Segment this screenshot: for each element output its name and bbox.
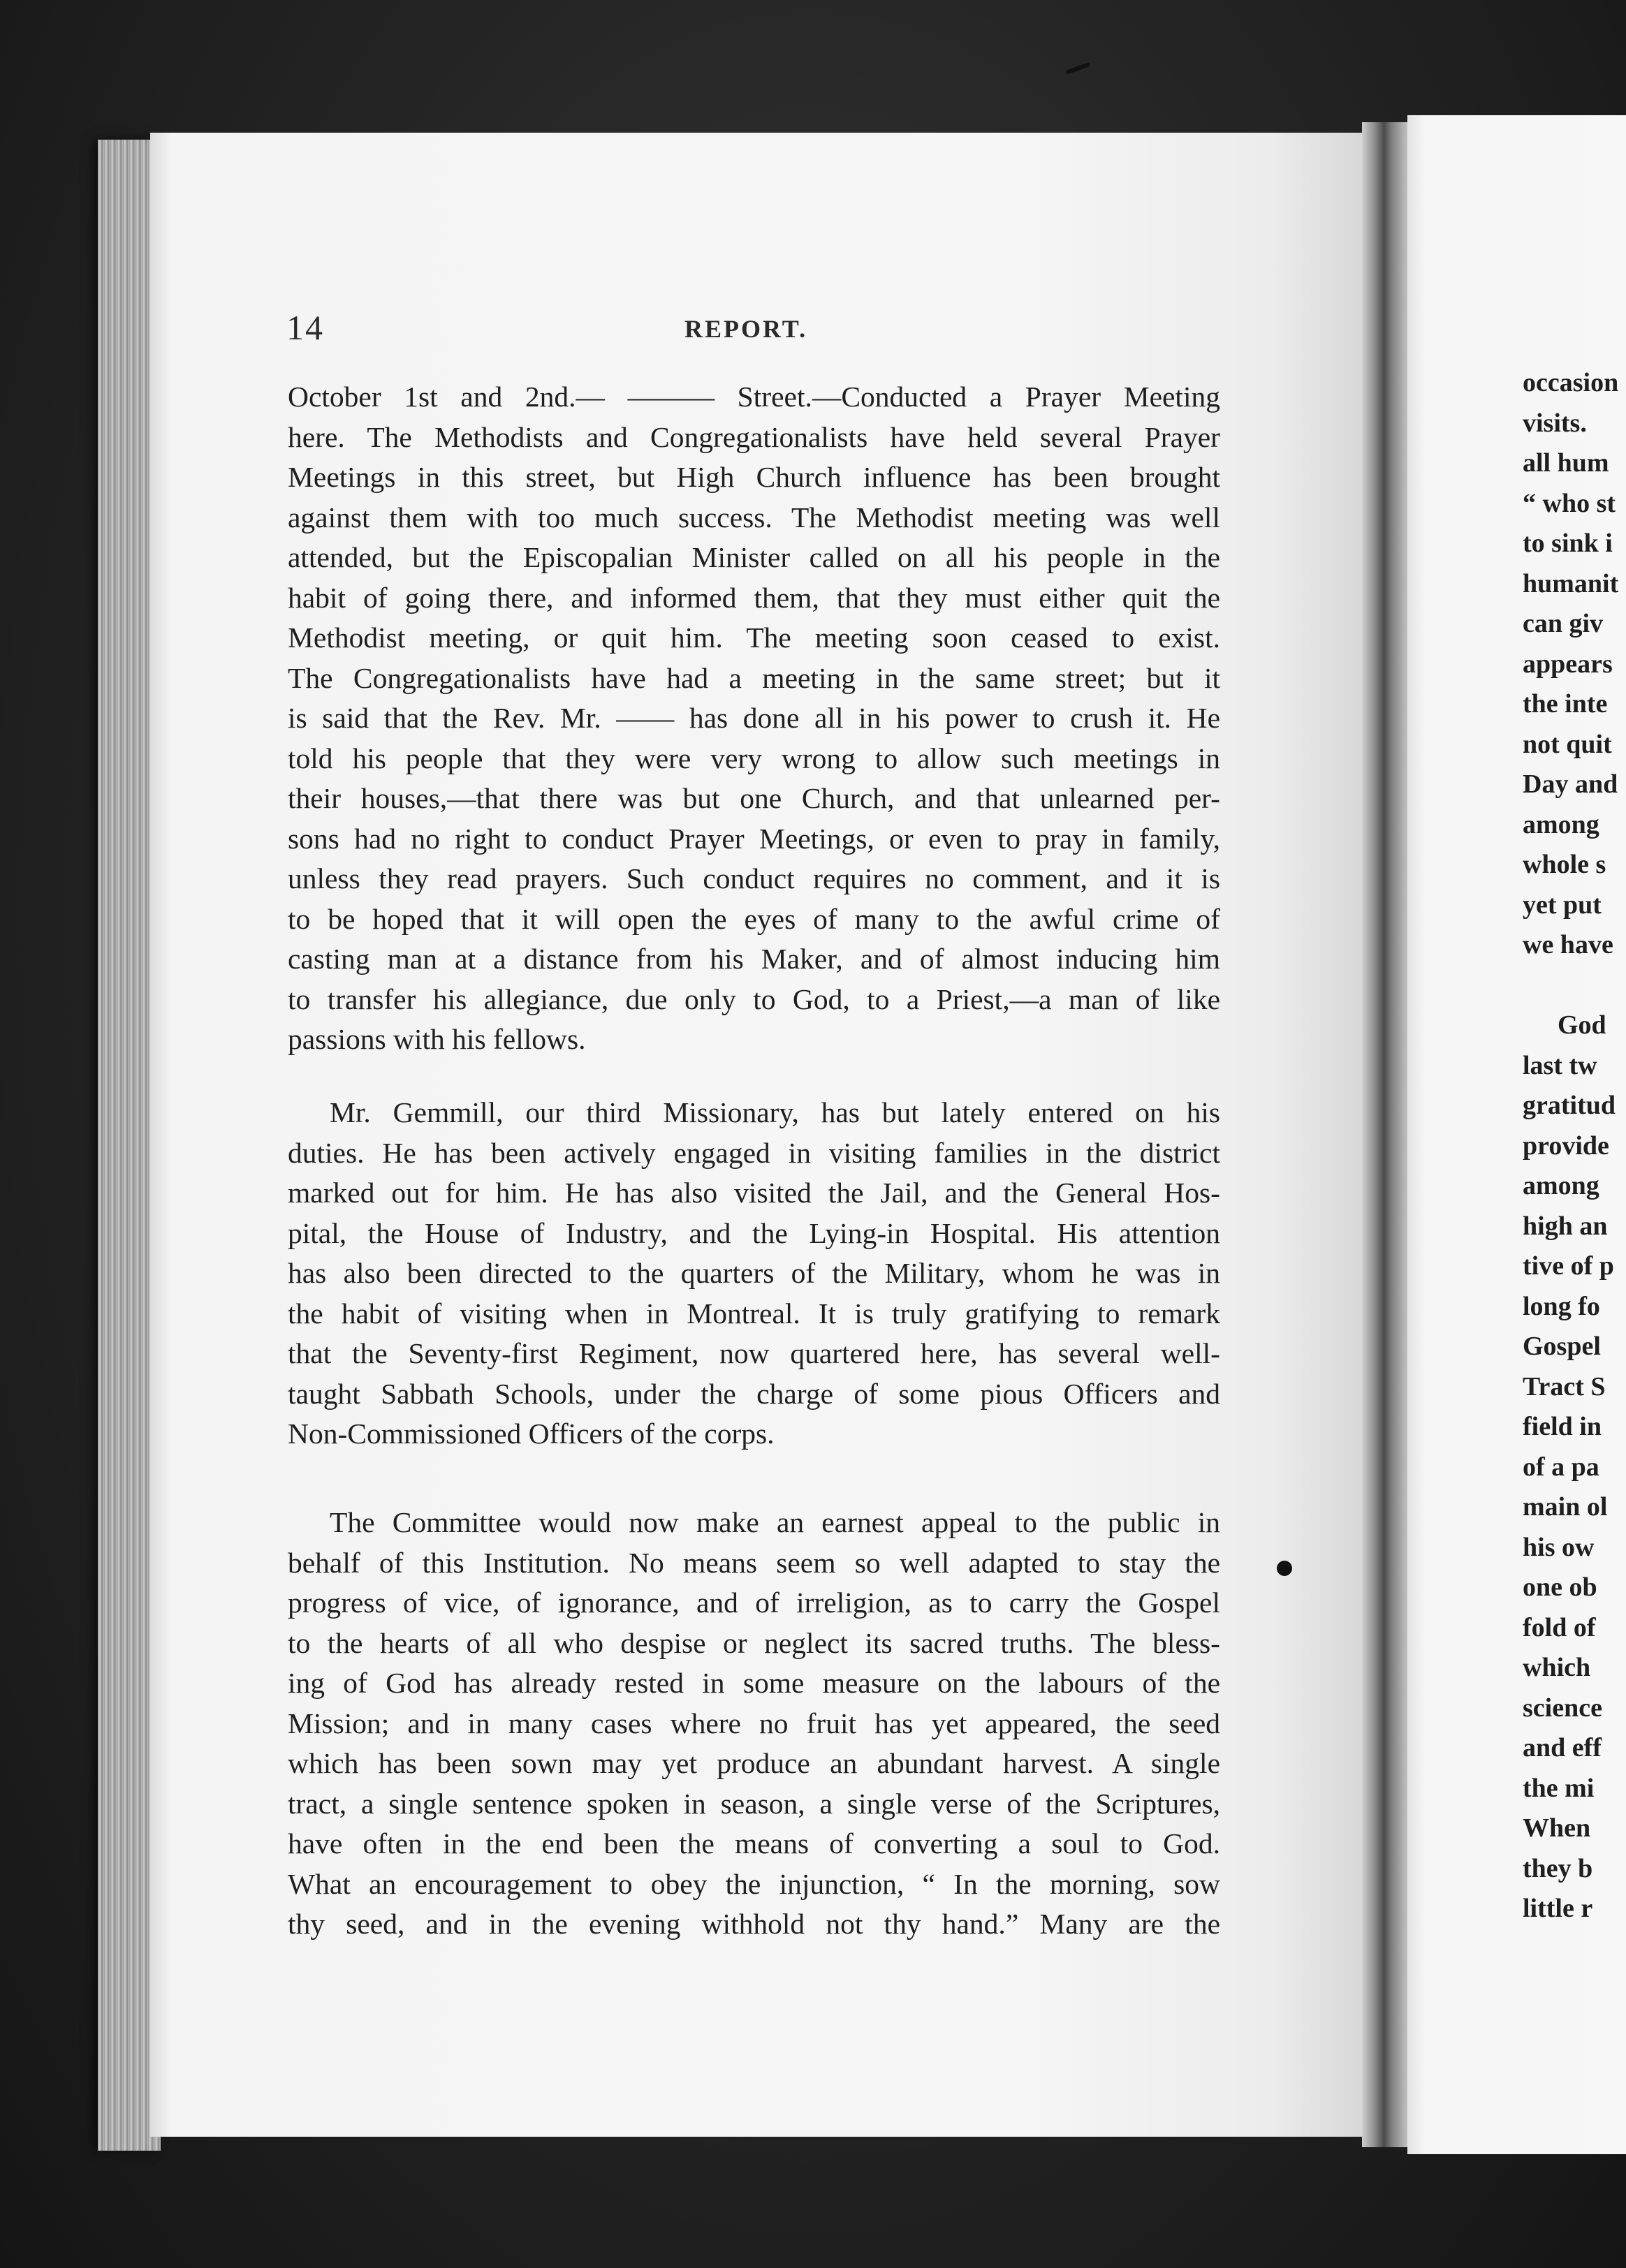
text-line: to the hearts of all who despise or neglect its sacred truths. The bless- (288, 1626, 1220, 1659)
text-line: is said that the Rev. Mr. —— has done all in his power to crush it. He (288, 702, 1220, 734)
right-page-line: and eff (1523, 1733, 1602, 1762)
right-page-line: little r (1523, 1894, 1593, 1923)
dust-speck (1277, 1561, 1292, 1576)
text-line: attended, but the Episcopalian Minister called on all his people in the (288, 541, 1220, 573)
right-page-line: gratitud (1523, 1091, 1616, 1120)
text-line: Mr. Gemmill, our third Missionary, has but lately entered on his (330, 1096, 1220, 1128)
paragraph-1 (288, 377, 1220, 1060)
text-line: tract, a single sentence spoken in season, a single verse of the Scriptures, (288, 1787, 1220, 1820)
right-page-line: among (1523, 809, 1599, 839)
right-page-line: his ow (1523, 1532, 1595, 1562)
right-page-line: all hum (1523, 448, 1609, 478)
text-line: pital, the House of Industry, and the Lying-in Hospital. His attention (288, 1216, 1220, 1249)
text-line: passions with his fellows. (288, 1023, 586, 1055)
text-line: taught Sabbath Schools, under the charge of some pious Officers and (288, 1377, 1220, 1410)
text-line: casting man at a distance from his Maker, and of almost inducing him (288, 943, 1220, 975)
right-page-line: fold of (1523, 1612, 1596, 1642)
text-line: against them with too much success. The Methodist meeting was well (288, 501, 1220, 533)
right-page-line: “ who st (1523, 488, 1616, 518)
text-line: October 1st and 2nd.— ——— Street.—Conducted a Prayer Meeting (288, 381, 1220, 413)
right-page-line: whole s (1523, 850, 1606, 879)
page-number: 14 (286, 308, 324, 347)
text-line: here. The Methodists and Congregationalists have held several Prayer (288, 420, 1220, 453)
text-line: The Committee would now make an earnest appeal to the public in (330, 1506, 1220, 1538)
text-line: the habit of visiting when in Montreal. It is truly gratifying to remark (288, 1297, 1220, 1330)
right-page-line: field in (1523, 1412, 1602, 1441)
text-line: to be hoped that it will open the eyes of many to the awful crime of (288, 902, 1220, 935)
right-page-line: Tract S (1523, 1371, 1606, 1401)
book-gutter (1362, 122, 1411, 2147)
text-line: behalf of this Institution. No means seem so well adapted to stay the (288, 1546, 1220, 1579)
paragraph-3 (288, 1503, 1220, 1945)
right-page-line: one ob (1523, 1573, 1597, 1602)
right-page-line: last tw (1523, 1050, 1597, 1080)
right-page-line: not quit (1523, 729, 1612, 759)
right-page-line: among (1523, 1171, 1599, 1200)
text-line: unless they read prayers. Such conduct requires no comment, and it is (288, 862, 1220, 894)
right-page-line: provide (1523, 1131, 1609, 1161)
right-page-line: humanit (1523, 568, 1619, 598)
text-line: habit of going there, and informed them, that they must either quit the (288, 581, 1220, 614)
right-page-line: science (1523, 1693, 1602, 1723)
right-page-line: long fo (1523, 1291, 1600, 1321)
text-line: The Congregationalists have had a meeting in the same street; but it (288, 661, 1220, 694)
text-line: has also been directed to the quarters of the Military, whom he was in (288, 1257, 1220, 1289)
text-line: told his people that they were very wrong to allow such meetings in (288, 742, 1220, 774)
right-page-line: the mi (1523, 1773, 1595, 1803)
text-line: Methodist meeting, or quit him. The meeting soon ceased to exist. (288, 621, 1220, 654)
text-line: Meetings in this street, but High Church influence has been brought (288, 461, 1220, 493)
paragraph-2 (288, 1093, 1220, 1455)
right-page-line: appears (1523, 649, 1613, 679)
right-page-line: main ol (1523, 1492, 1608, 1522)
running-head: REPORT. (684, 315, 808, 343)
text-line: ing of God has already rested in some measure on the labours of the (288, 1667, 1220, 1699)
right-page-line: Gospel (1523, 1332, 1601, 1361)
right-page-line: God (1558, 1010, 1606, 1040)
text-line: their houses,—that there was but one Church, and that unlearned per- (288, 782, 1220, 814)
text-line: that the Seventy-first Regiment, now quartered here, has several well- (288, 1337, 1220, 1369)
right-page-line: visits. (1523, 408, 1587, 438)
right-page-line: occasion (1523, 368, 1619, 397)
text-line: duties. He has been actively engaged in visiting families in the district (288, 1136, 1220, 1169)
right-page-text (1495, 363, 1626, 1983)
right-page-line: tive of p (1523, 1251, 1614, 1281)
right-page-line: Day and (1523, 770, 1618, 799)
right-page-line: yet put (1523, 890, 1602, 920)
right-page-line: of a pa (1523, 1452, 1599, 1482)
right-page-line: we have (1523, 930, 1613, 959)
right-page-line: which (1523, 1653, 1591, 1682)
right-page-line: the inte (1523, 689, 1608, 719)
right-page-line: they b (1523, 1853, 1593, 1883)
text-line: marked out for him. He has also visited the Jail, and the General Hos- (288, 1177, 1220, 1209)
right-page-line: can giv (1523, 609, 1604, 638)
text-line: progress of vice, of ignorance, and of irreligion, as to carry the Gospel (288, 1586, 1220, 1619)
text-line: thy seed, and in the evening withhold not thy hand.” Many are the (288, 1908, 1220, 1940)
text-line: have often in the end been the means of converting a soul to God. (288, 1827, 1220, 1860)
text-line: which has been sown may yet produce an abundant harvest. A single (288, 1747, 1220, 1779)
right-page-line: to sink i (1523, 529, 1613, 558)
text-line: to transfer his allegiance, due only to God, to a Priest,—a man of like (288, 982, 1220, 1015)
text-line: Non-Commissioned Officers of the corps. (288, 1418, 775, 1450)
text-line: sons had no right to conduct Prayer Meetings, or even to pray in family, (288, 822, 1220, 855)
right-page-line: high an (1523, 1211, 1608, 1241)
text-line: Mission; and in many cases where no fruit has yet appeared, the seed (288, 1707, 1220, 1739)
text-line: What an encouragement to obey the injunction, “ In the morning, sow (288, 1867, 1220, 1900)
right-page-line: When (1523, 1813, 1591, 1843)
